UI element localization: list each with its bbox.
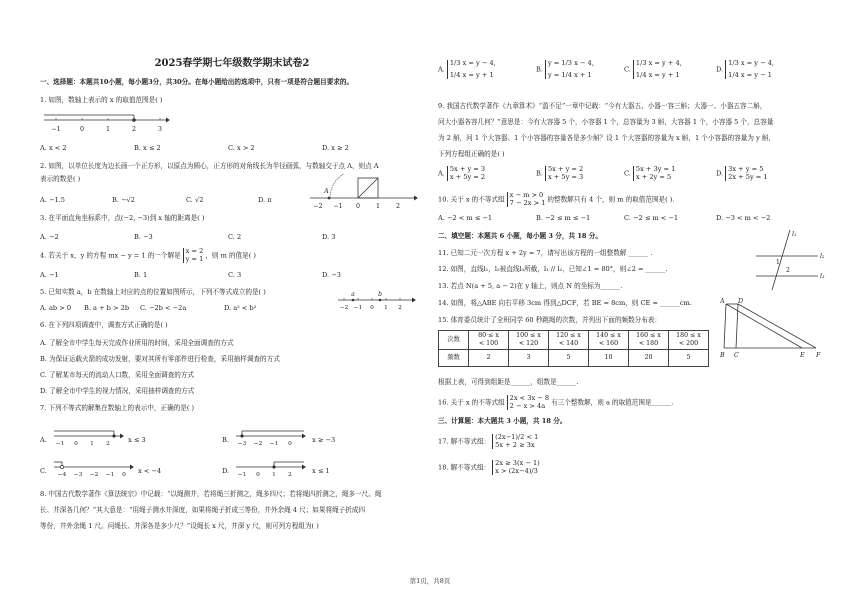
fig14-label: A xyxy=(720,298,725,305)
q17-stem xyxy=(438,434,822,449)
q9-eq: 5x + y = 3 xyxy=(449,165,486,173)
q6-option-c[interactable]: C. 了解某市每天的流动人口数，采用全面调查的方式 xyxy=(40,371,195,379)
table-cell: 180 ≤ x < 200 xyxy=(669,331,709,350)
q5-number-line xyxy=(336,288,418,312)
q8-option-c[interactable] xyxy=(624,60,684,79)
q1-option-d[interactable]: D. x ≥ 2 xyxy=(322,144,349,152)
q5-point-label: b xyxy=(378,291,382,298)
q17-label: 17. 解不等式组： xyxy=(438,437,491,446)
q7-option-c-line[interactable] xyxy=(52,457,136,479)
q16-eq: 2 − x > 4a xyxy=(509,401,546,410)
q1-tick-label: 3 xyxy=(157,126,163,133)
q7-option-b-line[interactable] xyxy=(234,426,308,448)
q7b-tick-label: −1 xyxy=(269,441,279,447)
q8-eq: 1/4 x = y + 1 xyxy=(635,70,680,79)
q9-eq: x + 5y = 3 xyxy=(547,172,584,181)
table-cell: 120 ≤ x < 140 xyxy=(549,331,589,350)
q1-tick-label: −1 xyxy=(51,126,61,133)
q7c-tick-label: 0 xyxy=(122,472,126,478)
q7a-tick-label: 1 xyxy=(90,441,94,447)
q6-option-a[interactable]: A. 了解全市中学生每天完成作业所用的时间，采用全面调查的方式 xyxy=(40,339,234,347)
q3-stem: 3. 在平面直角坐标系中，点(−2, −3)到 x 轴的距离是( ) xyxy=(40,214,205,222)
q4-stem xyxy=(40,248,424,263)
q5-option-c[interactable]: C. −2b < −2a xyxy=(140,304,187,312)
fig14-label: E xyxy=(800,352,805,359)
q4-eq: x = 2 xyxy=(185,247,204,255)
table-header-label: 次数 xyxy=(439,331,469,350)
q9-eq: x + 5y = 2 xyxy=(449,172,486,181)
table-row xyxy=(439,331,709,350)
fig14-label: C xyxy=(734,352,739,359)
q4-option-d[interactable]: D. −3 xyxy=(322,271,341,279)
table-cell: 20 xyxy=(629,349,669,366)
q3-option-c[interactable]: C. 2 xyxy=(228,233,242,241)
q8-option-b[interactable] xyxy=(536,60,596,79)
q4-solution-system xyxy=(183,248,204,263)
q10-option-b[interactable]: B. −2 ≤ m ≤ −1 xyxy=(536,214,591,222)
q9-eq: 2x + 5y = 1 xyxy=(728,172,768,181)
q8-eq: 1/4 x = y + 1 xyxy=(449,70,494,79)
q9-line-4: 下列方程组正确的是( ) xyxy=(438,150,505,158)
q18-label: 18. 解不等式组： xyxy=(438,463,491,472)
q12-figure xyxy=(756,228,826,292)
q4-eq: y = 1 xyxy=(185,254,204,263)
q9-line-1: 9. 我国古代数学著作《九章算术》“盈不足”一章中记载：“今有大器五、小器一容三斛；大器一、小器五容二斛， xyxy=(438,102,767,110)
q7c-tick-label: −1 xyxy=(105,472,115,478)
q7b-tick-label: 0 xyxy=(288,441,292,447)
q1-number-line xyxy=(40,110,170,136)
q9-line-3: 为 2 斛，问 1 个大容器、1 个小容器的容量各是多少斛？设 1 个大容器的容量为 x 斛，1 个小容器的容量为 y 斛， xyxy=(438,134,776,142)
q8-eq: 1/3 x = y + 4, xyxy=(635,59,682,67)
q7c-tick-label: −4 xyxy=(57,472,67,478)
q17-system xyxy=(492,434,538,449)
q2-tick-label: −2 xyxy=(313,203,323,210)
q13-stem: 13. 若点 N(a + 5, a − 2)在 y 轴上，则点 N 的坐标为______. xyxy=(438,282,623,290)
q2-option-b[interactable]: B. −√2 xyxy=(112,196,135,204)
frequency-table xyxy=(438,330,709,367)
q1-option-a[interactable]: A. x < 2 xyxy=(40,144,67,152)
q2-stem-2: 表示的数是( ) xyxy=(40,175,81,183)
q10-system xyxy=(507,192,546,207)
q9-system-b xyxy=(545,166,583,181)
q10-stem xyxy=(438,192,822,207)
q8-system-b xyxy=(545,60,594,79)
q7a-tick-label: 2 xyxy=(106,441,110,447)
q16-system xyxy=(507,395,549,410)
q4-option-a[interactable]: A. −1 xyxy=(40,271,59,279)
fig14-label: D xyxy=(738,298,744,305)
table-cell: 140 ≤ x < 160 xyxy=(589,331,629,350)
q9-option-a[interactable] xyxy=(438,166,487,181)
q16-stem-b: 有三个整数解，则 a 的取值范围是______. xyxy=(551,398,674,407)
q1-option-b[interactable]: B. x ≤ 2 xyxy=(134,144,161,152)
q8-system-d xyxy=(725,60,774,79)
q10-option-a[interactable]: A. −2 < m ≤ −1 xyxy=(438,214,493,222)
q9-option-letter: A. xyxy=(438,169,445,178)
q18-stem xyxy=(438,460,822,475)
q7-option-d-text: x ≤ 1 xyxy=(312,467,330,475)
q1-tick-label: 0 xyxy=(79,126,85,133)
q9-option-c[interactable] xyxy=(624,166,677,181)
fig12-label: l₂ xyxy=(820,253,825,260)
q8-line-1: 8. 中国古代数学著作《算法统宗》中记载：“以绳测井，若将绳三折测之，绳多四尺；若将绳四折测之，绳多一尺。绳 xyxy=(40,490,382,498)
q7-option-b-text: x ≥ −3 xyxy=(312,436,336,444)
q1-tick-label: 2 xyxy=(131,126,137,133)
q7a-tick-label: 0 xyxy=(74,441,78,447)
section-2-heading: 二、填空题：本题共 6 小题，每小题 3 分，共 18 分。 xyxy=(438,232,602,240)
fig12-label: l₃ xyxy=(820,273,825,280)
q11-stem: 11. 已知二元一次方程 x + 2y = 7，请写出该方程的一组整数解 ______ . xyxy=(438,249,653,257)
q15-stem: 15. 体育委员统计了全班同学 60 秒跳绳的次数，并列出下面的频数分布表： xyxy=(438,316,661,324)
q5-tick-label: 2 xyxy=(398,305,402,311)
q5-option-d[interactable]: D. a² < b² xyxy=(224,304,257,312)
q5-option-a[interactable]: A. ab > 0 xyxy=(40,304,72,312)
q7-option-a-line[interactable] xyxy=(52,426,126,448)
q8-option-a[interactable] xyxy=(438,60,498,79)
q15-after: 根据上表，可得到组距是______，组数是______. xyxy=(438,378,579,386)
q5-tick-label: −1 xyxy=(353,305,363,311)
q8-option-letter: D. xyxy=(716,65,724,74)
fig12-label: l₁ xyxy=(792,231,797,238)
q18-eq: 2x ≥ 3(x − 1) xyxy=(495,459,540,467)
table-cell: 80 ≤ x < 100 xyxy=(469,331,509,350)
q2-tick-label: −1 xyxy=(333,203,343,210)
fig12-angle-label: 1 xyxy=(776,259,780,266)
q4-stem-b: ，则 m 的值是( ) xyxy=(205,251,256,260)
table-cell: 5 xyxy=(669,349,709,366)
q12-stem: 12. 如图，直线l₁，l₂被直线l₃所截，l₁ // l₂，已知∠1 = 80°，则∠2 = ______. xyxy=(438,265,668,273)
q9-line-2: 问大小器各容几何？”意思是：今有大容器 5 个，小容器 1 个，总容量为 3 斛，大容器 1 个，小容器 5 个，总容量 xyxy=(438,118,774,126)
table-row xyxy=(439,349,709,366)
q1-tick-label: 1 xyxy=(105,126,111,133)
q7-stem: 7. 下列不等式的解集在数轴上的表示中，正确的是( ) xyxy=(40,404,195,412)
q8-line-2: 长、井深各几何？”其大意是：“用绳子测水井深度，如果将绳子折成三等份，井外余绳 4 尺；如果将绳子折成四 xyxy=(40,506,366,514)
q2-point-label: A xyxy=(324,187,329,195)
q9-system-a xyxy=(447,166,485,181)
q7d-tick-label: 0 xyxy=(256,472,260,478)
q17-eq: 5x + 2 ≥ 3x xyxy=(495,440,535,449)
q3-option-b[interactable]: B. −3 xyxy=(134,233,153,241)
section-1-heading: 一、选择题：本题共10小题，每小题3分，共30分。在每小题给出的选项中，只有一项是符合题目要求的。 xyxy=(40,78,354,86)
q16-eq: 2x < 3x − 8 xyxy=(509,394,550,402)
q10-stem-a: 10. 关于 x 的不等式组 xyxy=(438,195,505,204)
q4-stem-a: 4. 若关于 x，y 的方程 mx − y = 1 的一个解是 xyxy=(40,251,181,260)
q9-option-letter: C. xyxy=(624,169,631,178)
q9-eq: 5x + y = 2 xyxy=(547,165,584,173)
q7-option-a-text: x ≤ 3 xyxy=(128,436,146,444)
q3-option-a[interactable]: A. −2 xyxy=(40,233,59,241)
q10-eq: 7 − 2x > 1 xyxy=(509,198,546,207)
q9-system-c xyxy=(633,166,675,181)
q7-option-c-text: x < −4 xyxy=(138,467,162,475)
q7c-tick-label: −2 xyxy=(89,472,99,478)
q4-option-b[interactable]: B. 1 xyxy=(134,271,148,279)
q10-stem-b: 的整数解只有 4 个，则 m 的取值范围是( ). xyxy=(547,195,675,204)
section-3-heading: 三、计算题：本大题共 3 小题，共 18 分。 xyxy=(438,417,567,425)
fig12-angle-label: 2 xyxy=(786,267,790,274)
page-title: 2025春学期七年级数学期末试卷2 xyxy=(154,58,310,69)
q5-option-b[interactable]: B. a + b > 2b xyxy=(84,304,130,312)
q4-option-c[interactable]: C. 3 xyxy=(228,271,242,279)
q6-stem: 6. 在下列四项调查中，调查方式正确的是( ) xyxy=(40,321,168,329)
q2-tick-label: 2 xyxy=(395,203,401,210)
q17-eq: (2x−1)/2 < 1 xyxy=(495,433,539,441)
q7-option-c-letter[interactable]: C. xyxy=(40,467,47,475)
q9-option-letter: D. xyxy=(716,169,724,178)
q5-point-label: a xyxy=(351,291,355,298)
q9-system-d xyxy=(725,166,767,181)
q2-option-c[interactable]: C. √2 xyxy=(186,196,204,204)
q8-eq: 1/3 x = y − 4, xyxy=(449,59,496,67)
q7a-tick-label: −1 xyxy=(55,441,65,447)
q8-system-c xyxy=(633,60,682,79)
q3-option-d[interactable]: D. 3 xyxy=(322,233,336,241)
q16-stem-a: 16. 关于 x 的不等式组 xyxy=(438,398,505,407)
q1-stem: 1. 如图，数轴上表示的 x 的取值范围是( ) xyxy=(40,96,163,104)
q8-eq: 1/3 x = y − 4, xyxy=(728,59,775,67)
q14-figure xyxy=(720,296,824,360)
q2-tick-label: 1 xyxy=(375,203,381,210)
q7b-tick-label: −2 xyxy=(253,441,263,447)
q14-stem: 14. 如图，将△ABE 向右平移 3cm 得到△DCF，若 BE = 8cm，则 CE = ______cm. xyxy=(438,299,692,307)
fig14-label: F xyxy=(816,352,821,359)
q8-option-letter: C. xyxy=(624,65,631,74)
q8-system-a xyxy=(447,60,496,79)
q7d-tick-label: −1 xyxy=(237,472,247,478)
table-cell: 100 ≤ x < 120 xyxy=(509,331,549,350)
q2-figure xyxy=(308,174,420,212)
q8-eq: y = 1/3 x − 4, xyxy=(547,59,594,67)
table-freq-label: 频数 xyxy=(439,349,469,366)
q7-option-b-letter[interactable]: B. xyxy=(222,436,229,444)
fig14-label: B xyxy=(720,352,725,359)
q10-option-d[interactable]: D. −3 < m < −2 xyxy=(716,214,771,222)
q9-option-d[interactable] xyxy=(716,166,770,181)
q2-stem: 2. 如图，以单位长度为边长画一个正方形，以原点为圆心，正方形的对角线长为半径画弧，与数轴交于点 A，则点 A xyxy=(40,162,379,170)
table-cell: 2 xyxy=(469,349,509,366)
q8-line-3: 等份，井外余绳 1 尺。问绳长、井深各是多少尺？”设绳长 x 尺，井深 y 尺，则可列方程组为( ) xyxy=(40,522,319,530)
q18-system xyxy=(492,460,540,475)
q2-option-d[interactable]: D. π xyxy=(258,196,272,204)
table-cell: 160 ≤ x < 180 xyxy=(629,331,669,350)
q6-option-d[interactable]: D. 了解全市中学生的视力情况，采用抽样调查的方式 xyxy=(40,387,195,395)
q7c-tick-label: −3 xyxy=(73,472,83,478)
q1-option-c[interactable]: C. x > 2 xyxy=(228,144,255,152)
q8-eq: y = 1/4 x + 1 xyxy=(547,70,592,79)
page-number: 第1页，共8页 xyxy=(409,577,451,585)
q7-option-d-letter[interactable]: D. xyxy=(222,467,230,475)
q10-eq: x − m > 0 xyxy=(509,191,544,199)
q9-option-letter: B. xyxy=(536,169,543,178)
q9-eq: 3x + y = 5 xyxy=(728,165,764,173)
q6-option-b[interactable]: B. 为保证运载火箭的成功发射，要对其所有零部件进行检查，采用抽样调查的方式 xyxy=(40,355,280,363)
q10-option-c[interactable]: C. −2 ≤ m < −1 xyxy=(624,214,679,222)
q9-eq: x + 2y = 5 xyxy=(635,172,672,181)
table-cell: 3 xyxy=(509,349,549,366)
q5-tick-label: 0 xyxy=(370,305,374,311)
q8-option-d[interactable] xyxy=(716,60,776,79)
q9-eq: 5x + 3y = 1 xyxy=(635,165,676,173)
q7-option-d-line[interactable] xyxy=(234,457,308,479)
q7b-tick-label: −3 xyxy=(237,441,247,447)
q7-option-a-letter[interactable]: A. xyxy=(40,436,47,444)
table-cell: 10 xyxy=(589,349,629,366)
q7d-tick-label: 2 xyxy=(288,472,292,478)
q16-stem xyxy=(438,395,822,410)
q2-tick-label: 0 xyxy=(355,203,361,210)
q8-option-letter: A. xyxy=(438,65,445,74)
q18-eq: x > (2x−4)/3 xyxy=(495,466,538,475)
q9-option-b[interactable] xyxy=(536,166,585,181)
q8-option-letter: B. xyxy=(536,65,543,74)
q8-eq: 1/4 x = y − 1 xyxy=(728,70,772,79)
q2-option-a[interactable]: A. −1.5 xyxy=(40,196,65,204)
table-cell: 5 xyxy=(549,349,589,366)
q5-tick-label: −2 xyxy=(339,305,349,311)
q7d-tick-label: 1 xyxy=(272,472,276,478)
q5-tick-label: 1 xyxy=(384,305,388,311)
q5-stem: 5. 已知实数 a，b 在数轴上对应的点的位置如图所示，下列不等式成立的是( ) xyxy=(40,288,266,296)
